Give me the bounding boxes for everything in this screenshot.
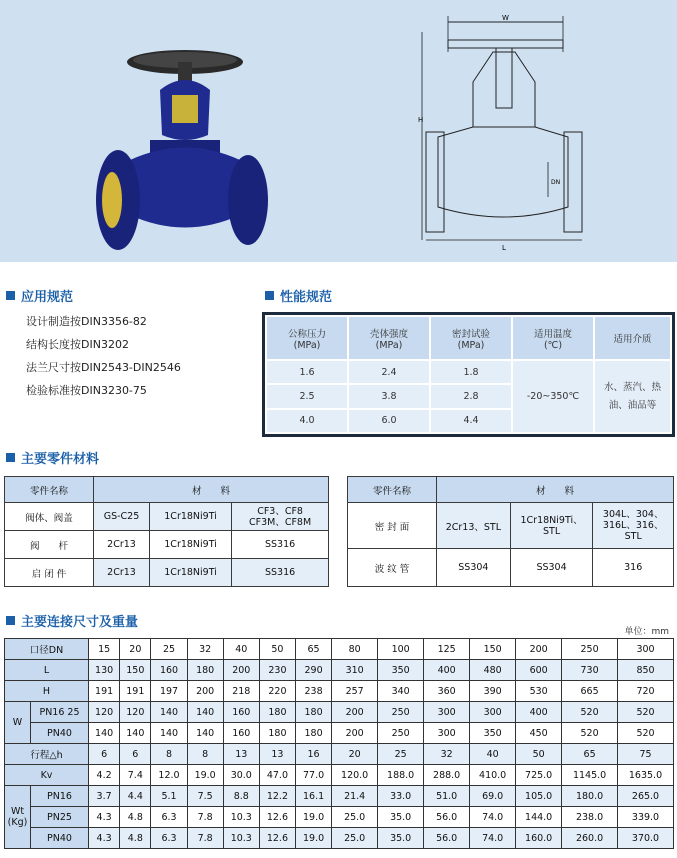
section-square-icon — [6, 453, 15, 462]
dimension-cell: 250 — [378, 702, 424, 723]
dimension-cell: 180 — [259, 723, 295, 744]
mat-cell: CF3、CF8 CF3M、CF8M — [232, 503, 329, 531]
dimension-cell: 730 — [562, 660, 618, 681]
drawing-label-w: W — [502, 14, 509, 22]
dimension-cell: 600 — [516, 660, 562, 681]
dimension-cell: 25 — [151, 639, 187, 660]
dimension-cell: 50 — [516, 744, 562, 765]
dimension-cell: 260.0 — [562, 828, 618, 849]
dimension-cell: 200 — [332, 723, 378, 744]
performance-table-frame — [262, 312, 675, 437]
mat-part-name: 阀 杆 — [5, 531, 94, 559]
dimension-cell: 160 — [223, 723, 259, 744]
dimension-cell: 3.7 — [89, 786, 120, 807]
section-performance-title: 性能规范 — [280, 290, 333, 305]
dimension-cell: 191 — [120, 681, 151, 702]
dimension-cell: 180 — [259, 702, 295, 723]
dimension-cell: 40 — [223, 639, 259, 660]
dimension-cell: 32 — [187, 639, 223, 660]
valve-drawing — [418, 12, 588, 252]
dimension-cell: 6 — [89, 744, 120, 765]
section-application-heading — [6, 286, 73, 305]
mat-header-name: 零件名称 — [5, 477, 94, 503]
dimension-cell: 180 — [187, 660, 223, 681]
dimension-cell: 20 — [120, 639, 151, 660]
perf-cell: 2.4 — [348, 360, 430, 384]
section-square-icon — [6, 616, 15, 625]
dimension-cell: 15 — [89, 639, 120, 660]
mat-header-name: 零件名称 — [348, 477, 437, 503]
dimension-cell: 140 — [187, 723, 223, 744]
perf-cell: 6.0 — [348, 409, 430, 433]
perf-header: 适用介质 — [594, 316, 671, 360]
dimension-cell: 410.0 — [470, 765, 516, 786]
dimension-cell: 74.0 — [470, 807, 516, 828]
dimension-row — [5, 765, 674, 786]
dimension-group-label: W — [5, 702, 31, 744]
dimension-cell: 19.0 — [296, 807, 332, 828]
dimension-cell: 12.0 — [151, 765, 187, 786]
dimension-group-label: Wt (Kg) — [5, 786, 31, 849]
dimension-cell: 140 — [151, 723, 187, 744]
application-line: 结构长度按DIN3202 — [26, 338, 129, 351]
dimension-cell: 150 — [470, 639, 516, 660]
dimension-cell: 400 — [424, 660, 470, 681]
dimension-cell: 1145.0 — [562, 765, 618, 786]
dimension-cell: 220 — [259, 681, 295, 702]
dimension-cell: 12.6 — [259, 807, 295, 828]
dimension-cell: 6.3 — [151, 807, 187, 828]
mat-cell: 316 — [593, 549, 674, 587]
dimension-cell: 300 — [424, 702, 470, 723]
perf-cell: 1.8 — [430, 360, 512, 384]
dimension-cell: 100 — [378, 639, 424, 660]
dimension-cell: 6 — [120, 744, 151, 765]
dimension-cell: 191 — [89, 681, 120, 702]
dimension-cell: 8.8 — [223, 786, 259, 807]
dimension-cell: 25.0 — [332, 807, 378, 828]
dimension-cell: 80 — [332, 639, 378, 660]
valve-photo — [90, 40, 280, 250]
dimension-cell: 25 — [378, 744, 424, 765]
dimension-cell: 35.0 — [378, 807, 424, 828]
perf-cell: 4.0 — [266, 409, 348, 433]
dimension-cell: 520 — [618, 702, 674, 723]
dimension-cell: 850 — [618, 660, 674, 681]
mat-cell: SS316 — [232, 559, 329, 587]
dimension-cell: 32 — [424, 744, 470, 765]
section-square-icon — [6, 291, 15, 300]
mat-cell: 1Cr18Ni9Ti — [150, 531, 232, 559]
perf-medium: 水、蒸汽、热油、油品等 — [594, 360, 671, 433]
dimension-cell: 4.3 — [89, 828, 120, 849]
dimension-cell: 450 — [516, 723, 562, 744]
dimension-cell: 4.4 — [120, 786, 151, 807]
dimension-cell: 200 — [516, 639, 562, 660]
dimension-cell: 19.0 — [296, 828, 332, 849]
dimension-row-label: L — [5, 660, 89, 681]
dimension-cell: 250 — [562, 639, 618, 660]
materials-table-left — [4, 476, 329, 587]
dimension-cell: 51.0 — [424, 786, 470, 807]
mat-cell: 2Cr13 — [94, 559, 150, 587]
dimension-cell: 218 — [223, 681, 259, 702]
dimension-cell: 47.0 — [259, 765, 295, 786]
dimension-cell: 140 — [151, 702, 187, 723]
dimension-cell: 13 — [259, 744, 295, 765]
dimension-cell: 197 — [151, 681, 187, 702]
dimension-cell: 350 — [378, 660, 424, 681]
dimension-cell: 140 — [89, 723, 120, 744]
drawing-label-l: L — [502, 244, 506, 252]
mat-cell: 1Cr18Ni9Ti、 STL — [510, 503, 593, 549]
dimension-cell: 238.0 — [562, 807, 618, 828]
dimension-cell: 4.3 — [89, 807, 120, 828]
dimension-row — [5, 681, 674, 702]
dimension-cell: 520 — [562, 702, 618, 723]
dimension-cell: 69.0 — [470, 786, 516, 807]
dimension-cell: 310 — [332, 660, 378, 681]
dimension-cell: 10.3 — [223, 828, 259, 849]
dimension-cell: 530 — [516, 681, 562, 702]
perf-cell: 3.8 — [348, 384, 430, 408]
dimension-cell: 370.0 — [618, 828, 674, 849]
dimension-row — [5, 660, 674, 681]
dimension-cell: 200 — [332, 702, 378, 723]
dimension-cell: 35.0 — [378, 828, 424, 849]
dimension-cell: 56.0 — [424, 828, 470, 849]
section-materials-heading — [6, 448, 99, 467]
mat-cell: SS304 — [510, 549, 593, 587]
dimension-row — [5, 807, 674, 828]
dimension-cell: 230 — [259, 660, 295, 681]
drawing-label-h: H — [418, 116, 424, 124]
dimension-cell: 520 — [562, 723, 618, 744]
dimension-cell: 4.2 — [89, 765, 120, 786]
dimension-row-label: Kv — [5, 765, 89, 786]
dimension-cell: 120 — [120, 702, 151, 723]
dimension-cell: 238 — [296, 681, 332, 702]
dimension-row-label: 行程△h — [5, 744, 89, 765]
dimension-cell: 200 — [223, 660, 259, 681]
dimension-cell: 75 — [618, 744, 674, 765]
perf-cell: 2.5 — [266, 384, 348, 408]
section-application-title: 应用规范 — [21, 290, 74, 305]
dimension-row — [5, 786, 674, 807]
drawing-label-dn: DN — [551, 179, 561, 186]
dimension-cell: 300 — [470, 702, 516, 723]
dimension-cell: 265.0 — [618, 786, 674, 807]
mat-cell: 304L、304、 316L、316、 STL — [593, 503, 674, 549]
dimension-cell: 180 — [296, 723, 332, 744]
perf-cell: 4.4 — [430, 409, 512, 433]
mat-cell: 1Cr18Ni9Ti — [150, 503, 232, 531]
mat-cell: SS304 — [437, 549, 511, 587]
dimension-cell: 160 — [223, 702, 259, 723]
mat-cell: 2Cr13 — [94, 531, 150, 559]
dimension-cell: 125 — [424, 639, 470, 660]
dimension-row-label: PN40 — [31, 828, 89, 849]
dimension-cell: 12.2 — [259, 786, 295, 807]
mat-cell: SS316 — [232, 531, 329, 559]
dimension-cell: 19.0 — [187, 765, 223, 786]
mat-cell: GS-C25 — [94, 503, 150, 531]
dimension-cell: 8 — [151, 744, 187, 765]
dimension-cell: 120 — [89, 702, 120, 723]
dimension-cell: 288.0 — [424, 765, 470, 786]
materials-table-right — [347, 476, 674, 587]
product-image-panel — [0, 0, 677, 262]
dimension-cell: 33.0 — [378, 786, 424, 807]
application-line: 检验标准按DIN3230-75 — [26, 384, 147, 397]
perf-cell: 2.8 — [430, 384, 512, 408]
dimension-row-label: PN40 — [31, 723, 89, 744]
dimension-cell: 10.3 — [223, 807, 259, 828]
dimension-row — [5, 744, 674, 765]
dimension-cell: 13 — [223, 744, 259, 765]
dimension-cell: 105.0 — [516, 786, 562, 807]
mat-header-material: 材 料 — [94, 477, 329, 503]
dimension-row — [5, 702, 674, 723]
dimension-cell: 180.0 — [562, 786, 618, 807]
dimension-cell: 7.5 — [187, 786, 223, 807]
dimension-cell: 144.0 — [516, 807, 562, 828]
dimension-row — [5, 828, 674, 849]
dimension-cell: 4.8 — [120, 807, 151, 828]
dimension-cell: 5.1 — [151, 786, 187, 807]
dimension-cell: 300 — [424, 723, 470, 744]
dimension-cell: 25.0 — [332, 828, 378, 849]
mat-part-name: 密 封 面 — [348, 503, 437, 549]
perf-temperature: -20~350℃ — [512, 360, 594, 433]
mat-part-name: 启 闭 件 — [5, 559, 94, 587]
performance-table — [265, 315, 672, 434]
dimension-cell: 16.1 — [296, 786, 332, 807]
dimension-cell: 257 — [332, 681, 378, 702]
dimension-cell: 74.0 — [470, 828, 516, 849]
application-list — [26, 310, 181, 402]
dimension-cell: 188.0 — [378, 765, 424, 786]
dimension-row-label: H — [5, 681, 89, 702]
dimension-cell: 16 — [296, 744, 332, 765]
dimension-cell: 200 — [187, 681, 223, 702]
perf-header: 壳体强度 (MPa) — [348, 316, 430, 360]
dimension-cell: 520 — [618, 723, 674, 744]
dimension-cell: 180 — [296, 702, 332, 723]
dimension-cell: 350 — [470, 723, 516, 744]
dimension-cell: 720 — [618, 681, 674, 702]
dimension-cell: 56.0 — [424, 807, 470, 828]
dimension-cell: 160 — [151, 660, 187, 681]
dimension-row-label: PN16 — [31, 786, 89, 807]
dimension-cell: 140 — [187, 702, 223, 723]
unit-label: 单位：mm — [624, 627, 669, 637]
perf-header: 公称压力 (MPa) — [266, 316, 348, 360]
dimension-cell: 480 — [470, 660, 516, 681]
section-dimensions-title: 主要连接尺寸及重量 — [21, 615, 139, 630]
dimension-cell: 400 — [516, 702, 562, 723]
section-dimensions-heading — [6, 611, 138, 630]
application-line: 法兰尺寸按DIN2543-DIN2546 — [26, 361, 181, 374]
dimension-table — [4, 638, 674, 849]
dimension-cell: 665 — [562, 681, 618, 702]
dimension-cell: 290 — [296, 660, 332, 681]
dimension-cell: 390 — [470, 681, 516, 702]
dimension-cell: 339.0 — [618, 807, 674, 828]
dimension-cell: 250 — [378, 723, 424, 744]
section-square-icon — [265, 291, 274, 300]
dimension-cell: 20 — [332, 744, 378, 765]
section-materials-title: 主要零件材料 — [21, 452, 100, 467]
dimension-cell: 65 — [562, 744, 618, 765]
dimension-cell: 21.4 — [332, 786, 378, 807]
dimension-cell: 65 — [296, 639, 332, 660]
perf-cell: 1.6 — [266, 360, 348, 384]
mat-header-material: 材 料 — [437, 477, 674, 503]
dimension-cell: 7.8 — [187, 807, 223, 828]
dimension-cell: 77.0 — [296, 765, 332, 786]
application-line: 设计制造按DIN3356-82 — [26, 315, 147, 328]
dimension-cell: 130 — [89, 660, 120, 681]
dimension-cell: 140 — [120, 723, 151, 744]
mat-cell: 2Cr13、STL — [437, 503, 511, 549]
mat-cell: 1Cr18Ni9Ti — [150, 559, 232, 587]
dimension-cell: 1635.0 — [618, 765, 674, 786]
perf-header: 适用温度 (℃) — [512, 316, 594, 360]
dimension-row-label: PN25 — [31, 807, 89, 828]
dimension-cell: 12.6 — [259, 828, 295, 849]
dimension-cell: 40 — [470, 744, 516, 765]
section-performance-heading — [265, 286, 332, 305]
dimension-cell: 300 — [618, 639, 674, 660]
perf-header: 密封试验 (MPa) — [430, 316, 512, 360]
dimension-cell: 30.0 — [223, 765, 259, 786]
dimension-cell: 160.0 — [516, 828, 562, 849]
dimension-row — [5, 639, 674, 660]
dimension-cell: 6.3 — [151, 828, 187, 849]
dimension-cell: 8 — [187, 744, 223, 765]
dimension-cell: 360 — [424, 681, 470, 702]
dimension-row-label: 口径DN — [5, 639, 89, 660]
dimension-cell: 340 — [378, 681, 424, 702]
dimension-cell: 50 — [259, 639, 295, 660]
dimension-cell: 725.0 — [516, 765, 562, 786]
mat-part-name: 波 纹 管 — [348, 549, 437, 587]
mat-part-name: 阀体、阀盖 — [5, 503, 94, 531]
dimension-row — [5, 723, 674, 744]
dimension-cell: 120.0 — [332, 765, 378, 786]
dimension-cell: 150 — [120, 660, 151, 681]
dimension-cell: 4.8 — [120, 828, 151, 849]
dimension-cell: 7.8 — [187, 828, 223, 849]
dimension-row-label: PN16 25 — [31, 702, 89, 723]
dimension-cell: 7.4 — [120, 765, 151, 786]
